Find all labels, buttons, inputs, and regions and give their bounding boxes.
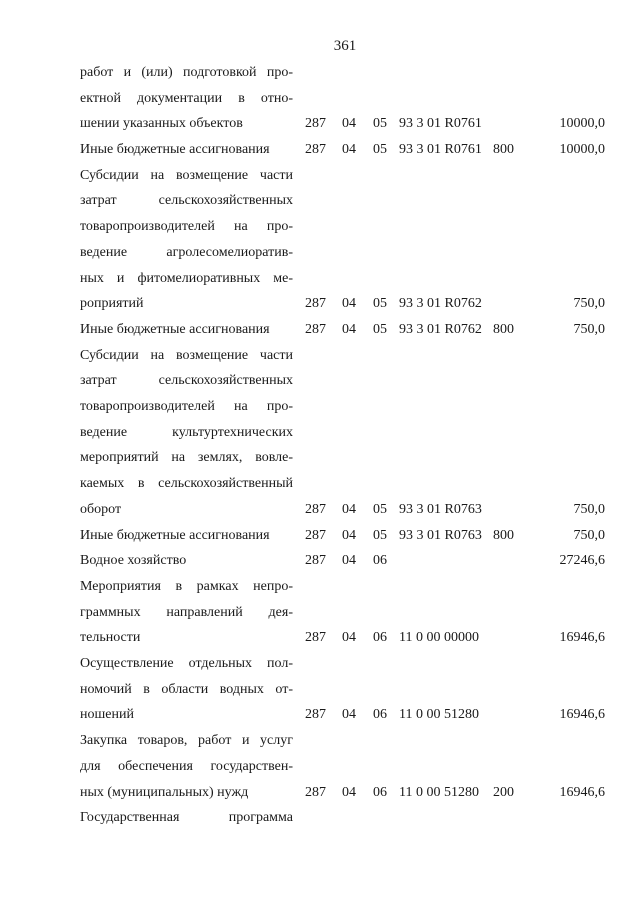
row-name-line: затрат сельскохозяйственных <box>80 193 293 209</box>
row-name-line: Иные бюджетные ассигнования <box>80 142 270 158</box>
row-name-line: товаропроизводителей на про- <box>80 219 293 235</box>
row-name-line: Иные бюджетные ассигнования <box>80 527 270 543</box>
cell-csr: 11 0 00 51280 <box>399 707 479 723</box>
cell-sum: 750,0 <box>573 322 605 337</box>
cell-pr: 05 <box>373 116 387 132</box>
row-name-line: затрат сельскохозяйственных <box>80 373 293 389</box>
cell-csr: 11 0 00 00000 <box>399 630 479 646</box>
cell-rz: 04 <box>342 707 356 723</box>
cell-pr: 05 <box>373 527 387 543</box>
cell-rz: 04 <box>342 142 356 158</box>
cell-rz: 04 <box>342 322 356 337</box>
cell-ved: 287 <box>305 142 326 158</box>
row-name-line: ных и фитомелиоративных ме- <box>80 270 293 286</box>
row-name <box>80 343 293 523</box>
cell-sum: 750,0 <box>573 296 605 312</box>
row-name <box>80 805 293 831</box>
cell-sum: 10000,0 <box>559 142 605 158</box>
cell-sum: 27246,6 <box>559 553 605 569</box>
cell-ved: 287 <box>305 296 326 312</box>
cell-csr: 93 3 01 R0763 <box>399 501 482 517</box>
cell-ved: 287 <box>305 784 326 800</box>
row-name <box>80 60 293 137</box>
row-name <box>80 651 293 728</box>
page-number: 361 <box>333 38 357 54</box>
row-name <box>80 548 293 574</box>
table-row <box>0 60 640 137</box>
cell-sum: 750,0 <box>573 527 605 543</box>
cell-rz: 04 <box>342 296 356 312</box>
row-name-line: граммных направлений дея- <box>80 604 293 620</box>
row-name <box>80 728 293 805</box>
cell-pr: 06 <box>373 630 387 646</box>
cell-pr: 05 <box>373 296 387 312</box>
table-row <box>0 651 640 728</box>
row-name-line: Закупка товаров, работ и услуг <box>80 733 293 749</box>
row-name-line: номочий в области водных от- <box>80 681 293 697</box>
row-name <box>80 523 293 549</box>
row-name <box>80 137 293 163</box>
cell-sum: 16946,6 <box>559 784 605 800</box>
cell-csr: 93 3 01 R0761 <box>399 116 482 132</box>
table-row <box>0 137 640 163</box>
row-name-line: каемых в сельскохозяйственный <box>80 476 293 492</box>
cell-vr: 800 <box>493 142 514 158</box>
cell-ved: 287 <box>305 501 326 517</box>
cell-pr: 05 <box>373 142 387 158</box>
cell-rz: 04 <box>342 630 356 646</box>
table-row <box>0 574 640 651</box>
cell-sum: 750,0 <box>573 501 605 517</box>
cell-csr: 93 3 01 R0761 <box>399 142 482 158</box>
table-row <box>0 523 640 549</box>
row-name-line: ных (муниципальных) нужд <box>80 784 249 800</box>
row-name-line: ношений <box>80 707 134 723</box>
row-name <box>80 317 293 343</box>
row-name-line: Осуществление отдельных пол- <box>80 656 293 672</box>
cell-pr: 06 <box>373 553 387 569</box>
row-name-line: товаропроизводителей на про- <box>80 399 293 415</box>
row-name-line: Субсидии на возмещение части <box>80 167 293 183</box>
row-name-line: ведение агролесомелиоратив- <box>80 244 293 260</box>
cell-sum: 16946,6 <box>559 707 605 723</box>
cell-pr: 05 <box>373 322 387 337</box>
row-name <box>80 163 293 317</box>
cell-ved: 287 <box>305 322 326 337</box>
cell-rz: 04 <box>342 784 356 800</box>
row-name-line: роприятий <box>80 296 144 312</box>
cell-ved: 287 <box>305 630 326 646</box>
cell-csr: 11 0 00 51280 <box>399 784 479 800</box>
cell-sum: 10000,0 <box>559 116 605 132</box>
row-name-line: ведение культуртехнических <box>80 424 293 440</box>
table-row <box>0 163 640 317</box>
cell-vr: 800 <box>493 322 514 337</box>
row-name-line: для обеспечения государствен- <box>80 758 293 774</box>
table-row <box>0 728 640 805</box>
cell-sum: 16946,6 <box>559 630 605 646</box>
cell-ved: 287 <box>305 553 326 569</box>
table-row <box>0 317 640 343</box>
row-name-line: тельности <box>80 630 141 646</box>
cell-rz: 04 <box>342 553 356 569</box>
cell-pr: 05 <box>373 501 387 517</box>
cell-vr: 200 <box>493 784 514 800</box>
row-name-line: оборот <box>80 501 122 517</box>
row-name-line: Государственная программа <box>80 810 293 826</box>
row-name-line: ектной документации в отно- <box>80 90 293 106</box>
row-name-line: работ и (или) подготовкой про- <box>80 65 293 80</box>
table-row <box>0 805 640 831</box>
cell-ved: 287 <box>305 527 326 543</box>
row-name <box>80 574 293 651</box>
row-name-line: Субсидии на возмещение части <box>80 347 293 363</box>
cell-pr: 06 <box>373 784 387 800</box>
cell-vr: 800 <box>493 527 514 543</box>
table-row <box>0 548 640 574</box>
cell-csr: 93 3 01 R0763 <box>399 527 482 543</box>
row-name-line: Водное хозяйство <box>80 553 187 569</box>
table-row <box>0 343 640 523</box>
cell-ved: 287 <box>305 116 326 132</box>
row-name-line: Мероприятия в рамках непро- <box>80 579 293 594</box>
cell-rz: 04 <box>342 501 356 517</box>
row-name-line: мероприятий на землях, вовле- <box>80 450 293 466</box>
cell-rz: 04 <box>342 527 356 543</box>
cell-csr: 93 3 01 R0762 <box>399 322 482 337</box>
row-name-line: Иные бюджетные ассигнования <box>80 322 270 337</box>
cell-csr: 93 3 01 R0762 <box>399 296 482 312</box>
cell-rz: 04 <box>342 116 356 132</box>
cell-ved: 287 <box>305 707 326 723</box>
row-name-line: шении указанных объектов <box>80 116 243 132</box>
cell-pr: 06 <box>373 707 387 723</box>
